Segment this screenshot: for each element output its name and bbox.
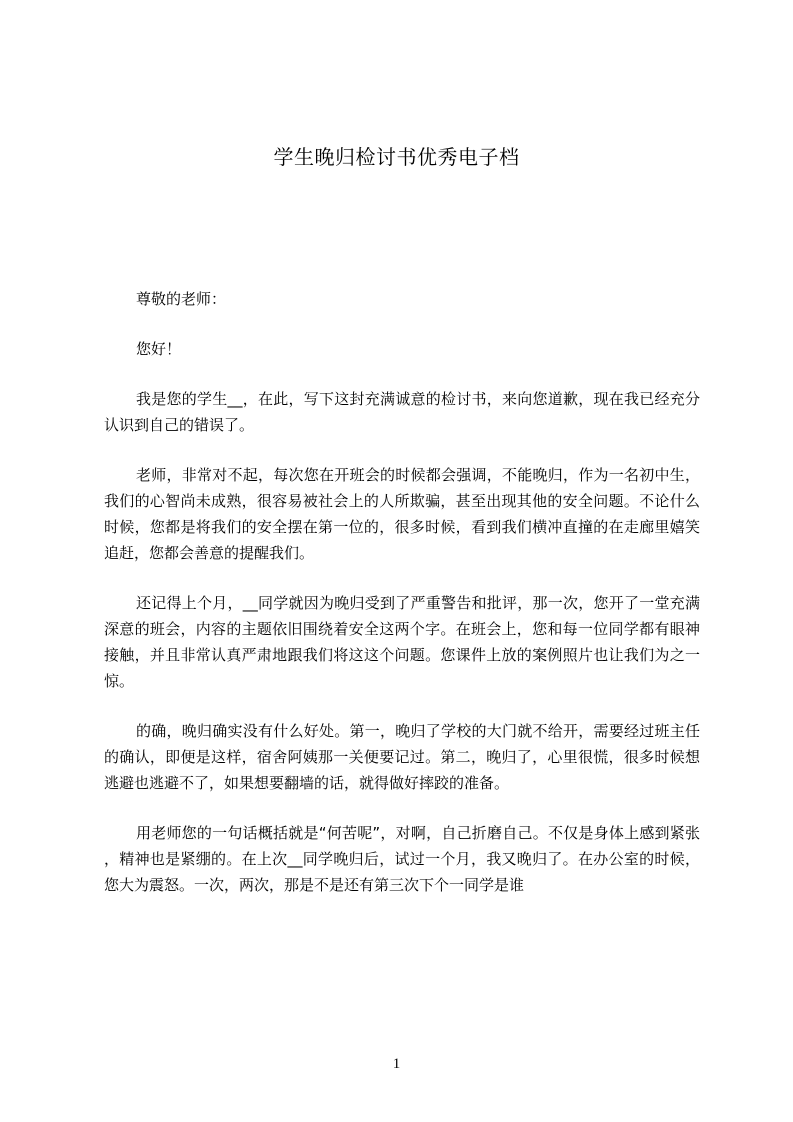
body-paragraph-1: 我是您的学生__，在此，写下这封充满诚意的检讨书，来向您道歉，现在我已经充分认识到自己的错误了。 <box>104 390 700 434</box>
body-paragraph-3: 还记得上个月，__同学就因为晚归受到了严重警告和批评，那一次，您开了一堂充满深意的班会，内容的主题依旧围绕着安全这两个字。在班会上，您和每一位同学都有眼神接触，并且非常认真严肃地跟我们将这这个问题。您课件上放的案例照片也让我们为之一惊。 <box>104 594 700 690</box>
page-number: 1 <box>392 1056 401 1072</box>
document-title: 学生晚归检讨书优秀电子档 <box>273 145 520 169</box>
salutation: 尊敬的老师： <box>136 290 227 308</box>
body-paragraph-2: 老师，非常对不起，每次您在开班会的时候都会强调，不能晚归，作为一名初中生，我们的心智尚未成熟，很容易被社会上的人所欺骗，甚至出现其他的安全问题。不论什么时候，您都是将我们的安全摆在第一位的，很多时候，看到我们横冲直撞的在走廊里嬉笑追赶，您都会善意的提醒我们。 <box>104 466 700 562</box>
document-body <box>104 286 700 922</box>
body-paragraph-4: 的确，晚归确实没有什么好处。第一，晚归了学校的大门就不给开，需要经过班主任的确认，即便是这样，宿舍阿姨那一关便要记过。第二，晚归了，心里很慌，很多时候想逃避也逃避不了，如果想要翻墙的话，就得做好摔跤的准备。 <box>104 722 700 792</box>
body-paragraph-5: 用老师您的一句话概括就是“何苦呢”，对啊，自己折磨自己。不仅是身体上感到紧张，精神也是紧绷的。在上次__同学晚归后，试过一个月，我又晚归了。在办公室的时候，您大为震怒。一次，两次，那是不是还有第三次下个一同学是谁 <box>104 824 700 894</box>
greeting: 您好！ <box>136 340 182 358</box>
